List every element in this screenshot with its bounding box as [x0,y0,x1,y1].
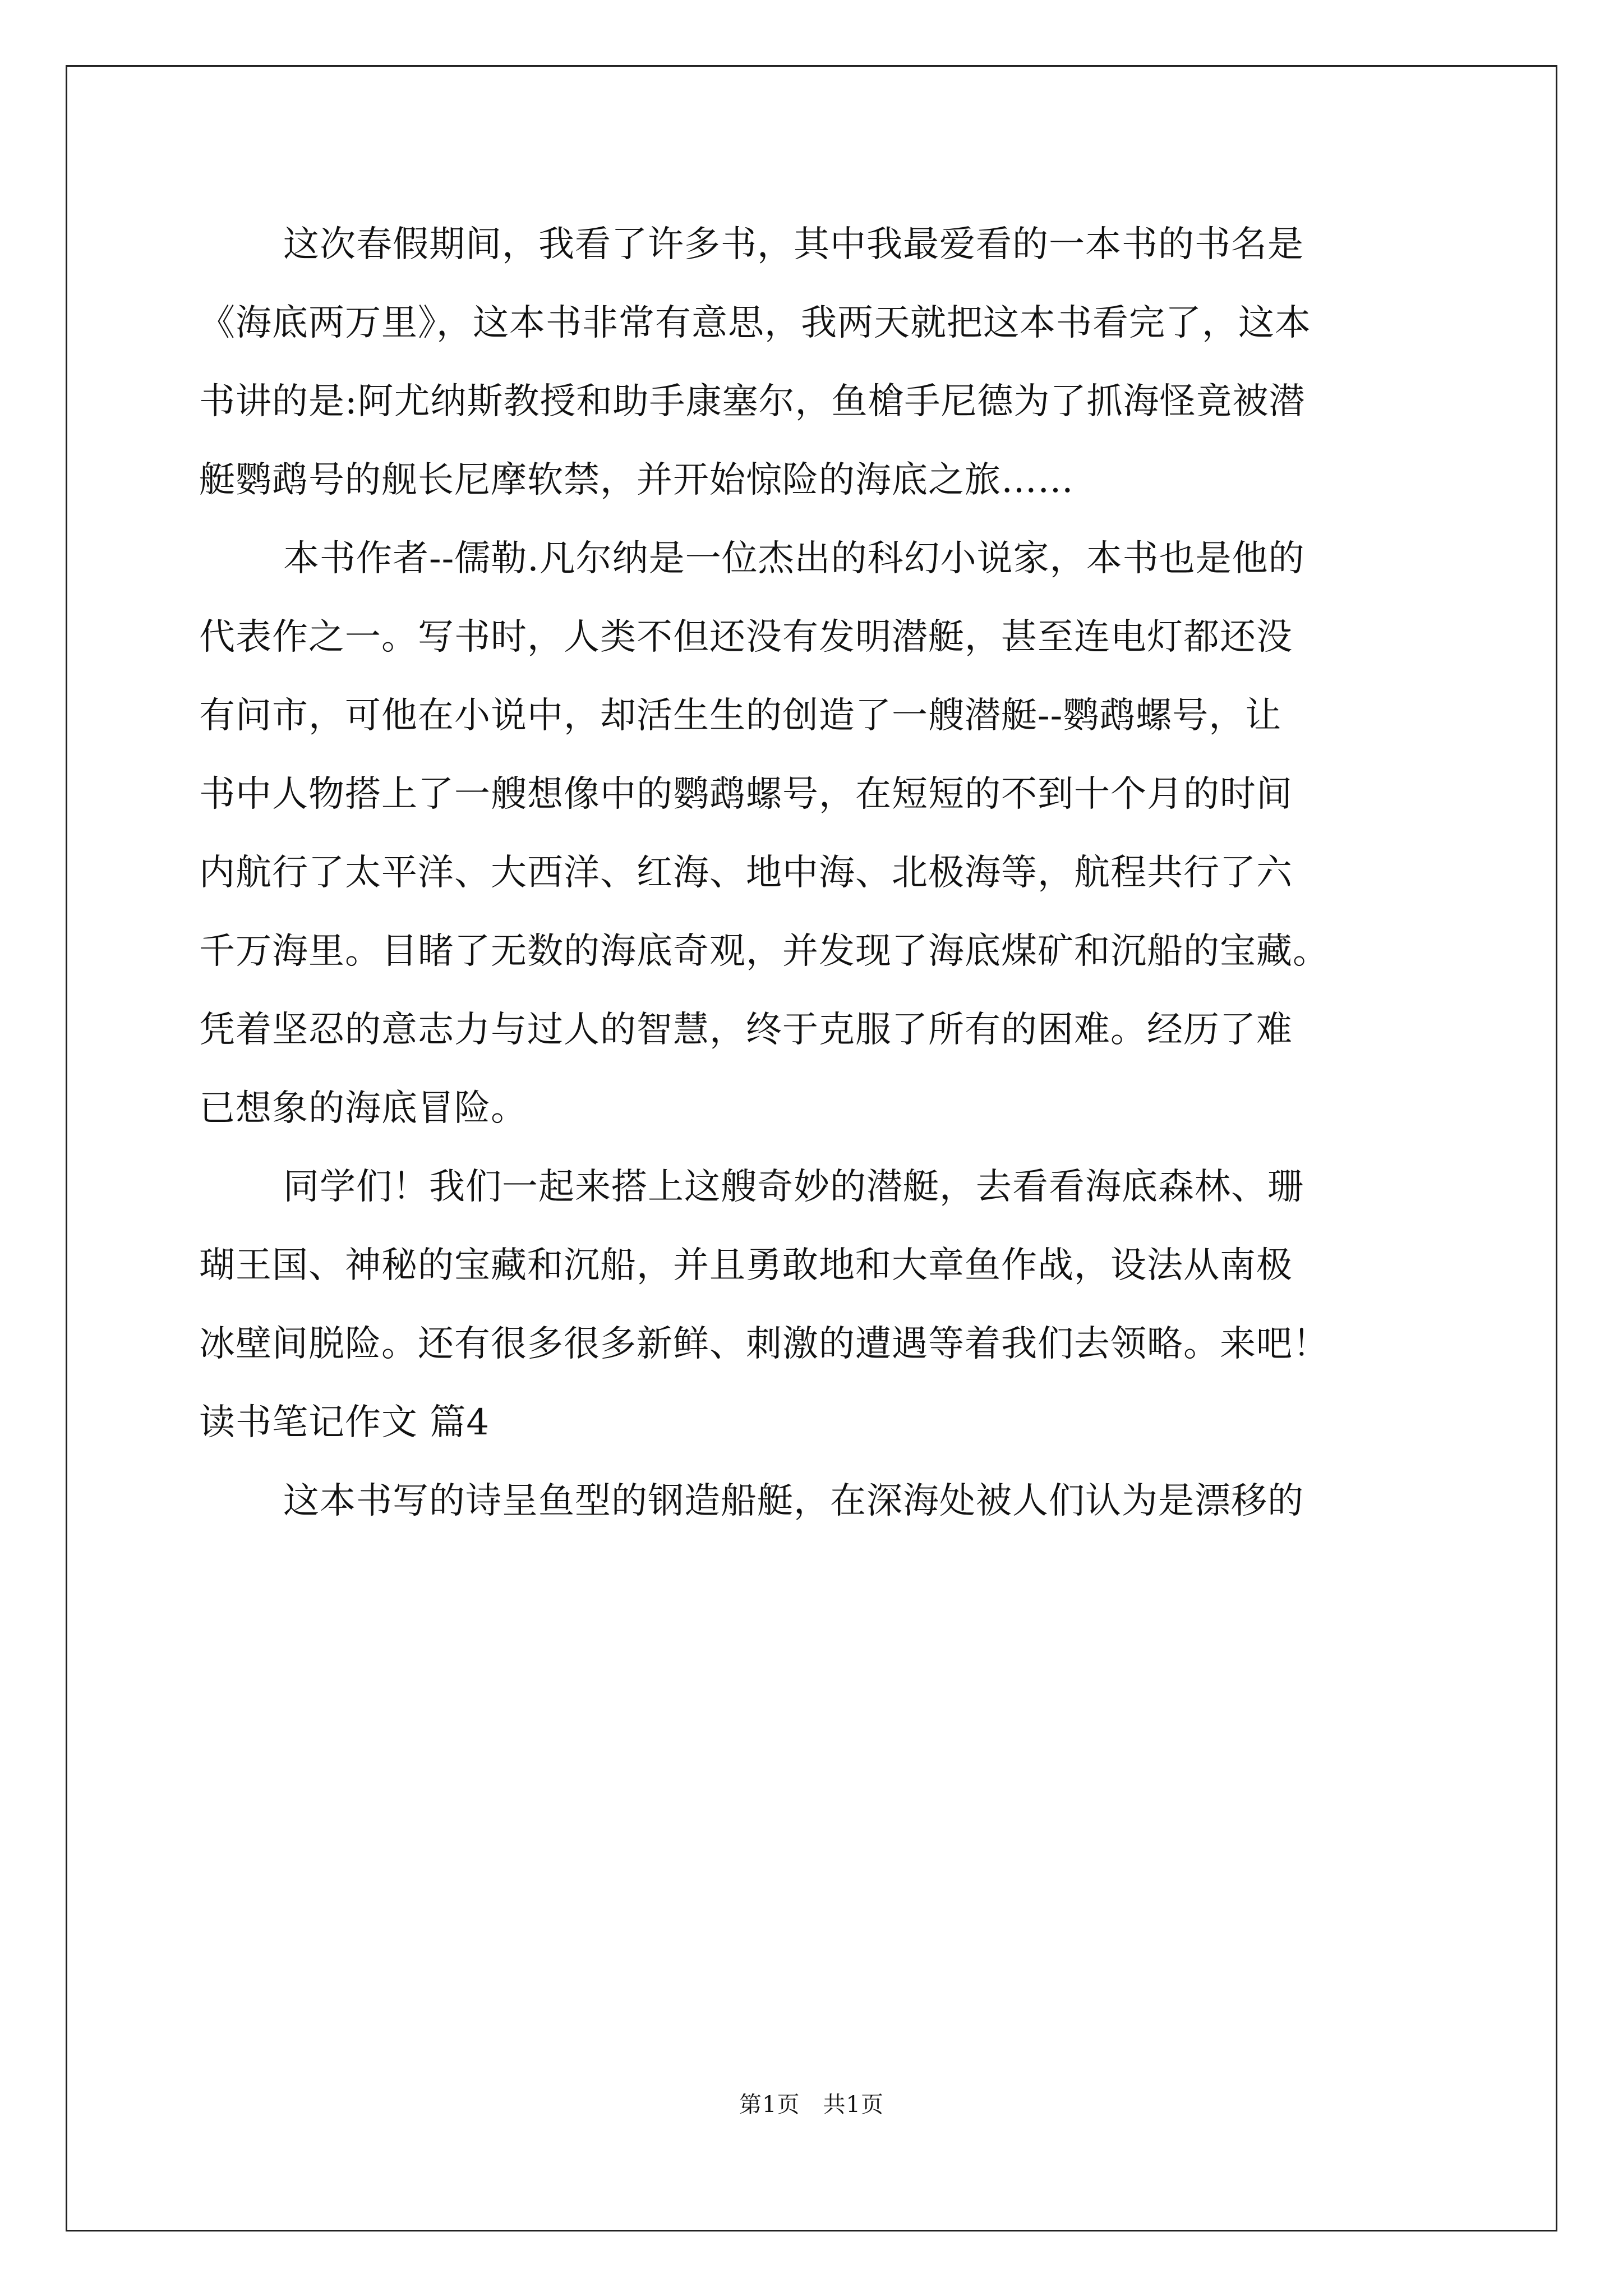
paragraph-2-line-6: 千万海里。目睹了无数的海底奇观，并发现了海底煤矿和沉船的宝藏。 [199,931,1329,972]
section-heading: 读书笔记作文 篇4 [199,1402,490,1443]
paragraph-2-line-3: 有问市，可他在小说中，却活生生的创造了一艘潜艇--鹦鹉螺号，让 [199,695,1282,737]
paragraph-3-line-1: 同学们！我们一起来搭上这艘奇妙的潜艇，去看看海底森林、珊 [283,1166,1304,1208]
paragraph-1-line-4: 艇鹦鹉号的舰长尼摩软禁，并开始惊险的海底之旅…… [199,459,1074,501]
paragraph-4-line-1: 这本书写的诗呈鱼型的钢造船艇，在深海处被人们认为是漂移的 [283,1480,1304,1522]
paragraph-2-line-5: 内航行了太平洋、大西洋、红海、地中海、北极海等，航程共行了六 [199,852,1293,894]
paragraph-1-line-1: 这次春假期间，我看了许多书，其中我最爱看的一本书的书名是 [283,224,1304,265]
paragraph-2-line-7: 凭着坚忍的意志力与过人的智慧，终于克服了所有的困难。经历了难 [199,1009,1293,1051]
page-number-footer: 第1页 共1页 [739,2092,884,2118]
paragraph-2-line-4: 书中人物搭上了一艘想像中的鹦鹉螺号，在短短的不到十个月的时间 [199,774,1293,815]
paragraph-2-line-8: 已想象的海底冒险。 [199,1088,527,1129]
paragraph-3-line-3: 冰壁间脱险。还有很多很多新鲜、刺激的遭遇等着我们去领略。来吧！ [199,1323,1329,1365]
paragraph-1-line-3: 书讲的是:阿尤纳斯教授和助手康塞尔，鱼槍手尼德为了抓海怪竟被潜 [199,381,1306,422]
paragraph-3-line-2: 瑚王国、神秘的宝藏和沉船，并且勇敢地和大章鱼作战，设法从南极 [199,1245,1293,1286]
paragraph-2-line-1: 本书作者--儒勒.凡尔纳是一位杰出的科幻小说家，本书也是他的 [283,538,1305,579]
paragraph-2-line-2: 代表作之一。写书时，人类不但还没有发明潜艇，甚至连电灯都还没 [199,616,1293,658]
paragraph-1-line-2: 《海底两万里》，这本书非常有意思，我两天就把这本书看完了，这本 [199,302,1311,344]
